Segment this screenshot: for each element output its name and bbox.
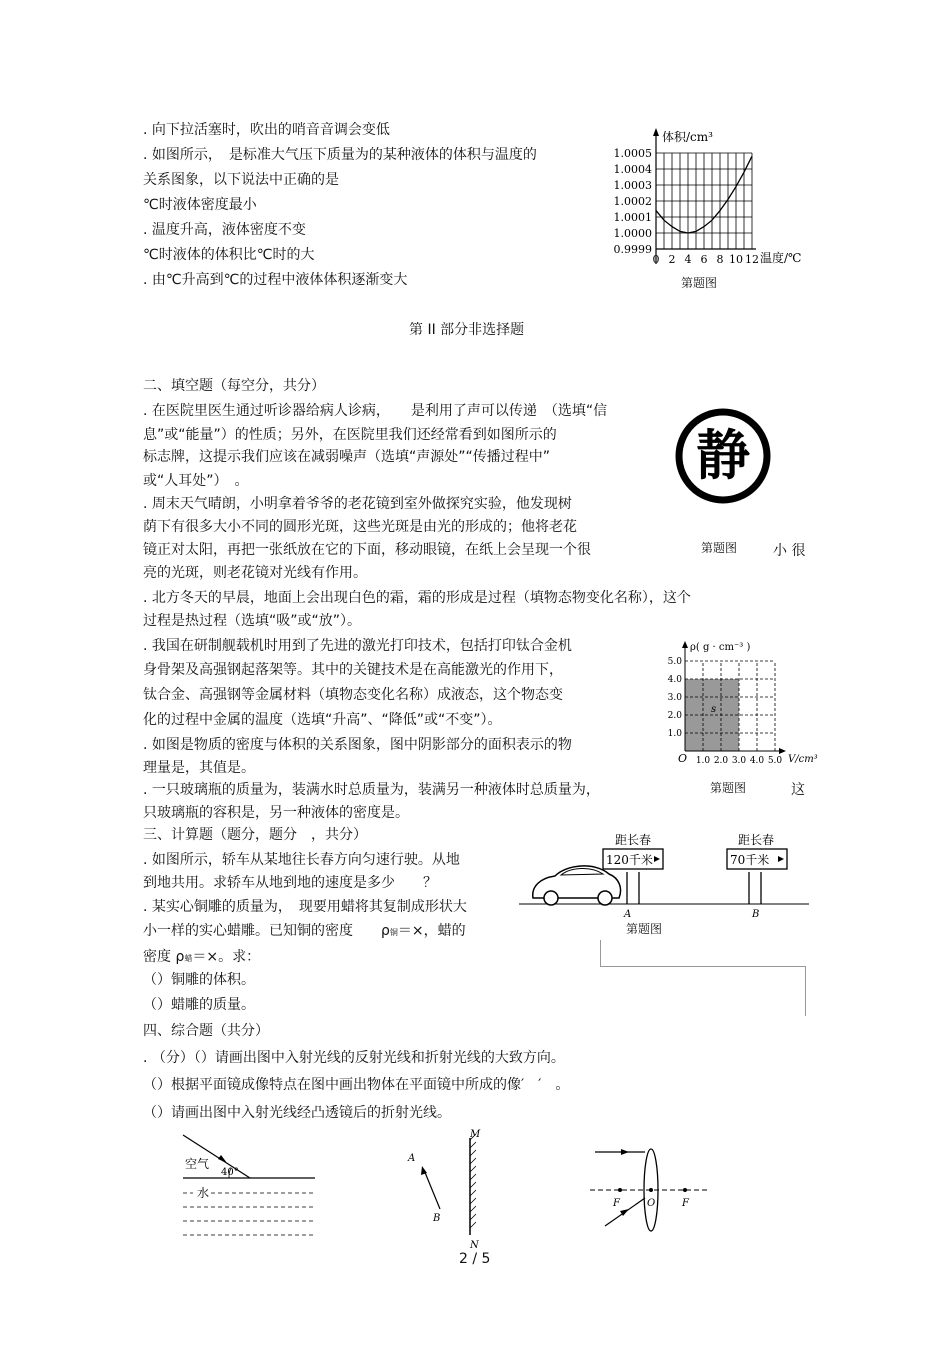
x-tick-label: 12 [745, 253, 759, 266]
density-x-tick: 3.0 [731, 756, 747, 766]
comp-heading: 四、综合题（共分） [143, 1023, 269, 1039]
fig-caption-top: 第题图 [681, 276, 718, 290]
q-top-line-6: ℃时液体的体积比℃时的大 [143, 247, 315, 263]
fill-line-8: 亮的光斑，则老花镜对光线有作用。 [143, 565, 367, 581]
fill-line-7: 镜正对太阳，再把一张纸放在它的下面，移动眼镜，在纸上会呈现一个很 [143, 542, 591, 558]
wax-subscript: 蜡 [184, 954, 193, 963]
calc-line-2: 到地共用。求轿车从地到地的速度是多少 ？ [143, 875, 437, 891]
part2-title: 第 II 部分非选择题 [409, 322, 525, 338]
y-tick-label: 1.0005 [613, 147, 652, 160]
x-tick-label: 10 [729, 253, 743, 266]
x-tick-label: 0 [652, 253, 660, 266]
comp-line-3: （）请画出图中入射光线经凸透镜后的折射光线。 [143, 1105, 451, 1121]
q-top-line-5: . 温度升高，液体密度不变 [143, 222, 306, 238]
optical-center-dot [649, 1188, 653, 1192]
air-label: 空气 [185, 1157, 210, 1171]
density-x-tick: 1.0 [695, 756, 711, 766]
car-icon [533, 866, 621, 905]
calc-line-5-a: 密度 ρ [143, 949, 185, 965]
grid [656, 153, 756, 249]
density-y-tick: 3.0 [667, 693, 682, 703]
sign-b-value: 70千米 [730, 853, 770, 867]
fill-line-12: 身骨架及高强钢起落架等。其中的关键技术是在高能激光的作用下， [143, 662, 563, 678]
mirror-m-label: M [470, 1129, 481, 1140]
fill-line-3: 标志牌，这提示我们应该在减弱噪声（选填“声源处”“传播过程中” [143, 449, 551, 465]
density-y-label: ρ( g · cm⁻³ ) [690, 642, 751, 653]
fill-line-9: . 北方冬天的早晨，地面上会出现白色的霜，霜的形成是过程（填物态物变化名称），这个 [143, 590, 691, 606]
fill-tail-2: 这 [791, 782, 805, 798]
q-top-line-3: 关系图象，以下说法中正确的是 [143, 172, 339, 188]
density-x-tick: 4.0 [749, 756, 765, 766]
calc-line-7: （）蜡雕的质量。 [143, 997, 255, 1013]
frame-line-right [805, 966, 806, 1016]
convex-lens-figure [585, 1140, 725, 1230]
calc-line-3: . 某实心铜雕的质量为， 现要用蜡将其复制成形状大 [143, 899, 467, 915]
fill-line-10: 过程是热过程（选填“吸”或“放”）。 [143, 613, 362, 629]
quiet-sign [673, 406, 773, 506]
y-tick-label: 0.9999 [613, 243, 652, 256]
point-a-label: A [624, 909, 632, 920]
sign-character: 静 [696, 423, 750, 487]
fill-line-2: 息”或“能量”）的性质；另外，在医院里我们还经常看到如图所示的 [143, 427, 557, 443]
density-origin: O [678, 752, 688, 765]
sign-a-value: 120千米 [606, 853, 653, 867]
fill-line-15: . 如图是物质的密度与体积的关系图象，图中阴影部分的面积表示的物 [143, 737, 572, 753]
density-y-tick: 1.0 [667, 729, 682, 739]
density-x-tick: 2.0 [713, 756, 729, 766]
focus-right-dot [683, 1188, 687, 1192]
y-tick-label: 1.0002 [613, 195, 652, 208]
fill-heading: 二、填空题（每空分，共分） [143, 378, 325, 394]
calc-line-5 [143, 948, 260, 968]
fig-caption-density: 第题图 [710, 781, 747, 795]
fill-line-5: . 周末天气晴朗，小明拿着爷爷的老花镜到室外做探究实验，他发现树 [143, 496, 572, 512]
point-b-mirror: B [433, 1213, 441, 1224]
density-x-tick: 5.0 [767, 756, 783, 766]
focus-left-dot [618, 1188, 622, 1192]
fill-line-16: 理量是，其值是。 [143, 760, 255, 776]
fill-line-4: 或“人耳处”） 。 [143, 473, 249, 489]
density-y-tick: 5.0 [667, 657, 682, 667]
mirror-n-label: N [470, 1240, 479, 1251]
fill-line-13: 钛合金、高强钢等金属材料（填物态变化名称）成液态，这个物态变 [143, 687, 563, 703]
mirror-hatching [470, 1134, 476, 1228]
q-top-line-4: ℃时液体密度最小 [143, 197, 257, 213]
frame-line-bottom [600, 966, 805, 967]
copper-subscript: 铜 [389, 928, 398, 937]
y-tick-label: 1.0004 [613, 163, 652, 176]
optical-center-label: O [647, 1198, 656, 1209]
q-top-line-1: . 向下拉活塞时，吹出的哨音音调会变低 [143, 122, 390, 138]
object-ab [424, 1170, 440, 1209]
fill-line-6: 荫下有很多大小不同的圆形光斑，这些光斑是由光的形成的；他将老花 [143, 519, 577, 535]
density-volume-chart [665, 638, 835, 768]
fill-tail-1: 小 很 [773, 543, 806, 559]
density-y-arrow [682, 641, 688, 648]
x-tick-label: 6 [700, 253, 708, 266]
fill-line-11: . 我国在研制舰载机时用到了先进的激光打印技术，包括打印钛合金机 [143, 638, 572, 654]
incident-ray-parallel-arrow [621, 1149, 629, 1155]
calc-line-5-b: ＝×。求： [192, 949, 261, 965]
car-sign-figure [515, 828, 815, 938]
sign-b-title: 距长春 [737, 833, 775, 847]
tick-labels [614, 147, 760, 266]
y-tick-label: 1.0000 [613, 227, 652, 240]
fill-line-17: . 一只玻璃瓶的质量为，装满水时总质量为，装满另一种液体时总质量为， [143, 782, 600, 798]
density-y-tick: 2.0 [667, 711, 682, 721]
water-label: 水 [197, 1186, 210, 1200]
calc-line-4-b: ＝×，蜡的 [397, 923, 466, 939]
focus-right-label: F [682, 1198, 689, 1209]
shade-label: s [711, 704, 717, 715]
q-top-line-2: . 如图所示， 是标准大气压下质量为的某种液体的体积与温度的 [143, 147, 537, 163]
sign-a-title: 距长春 [614, 833, 652, 847]
x-tick-label: 4 [684, 253, 692, 266]
fill-line-18: 只玻璃瓶的容积是，另一种液体的密度是。 [143, 805, 409, 821]
calc-line-4 [143, 922, 466, 942]
point-a-mirror: A [408, 1153, 416, 1164]
y-tick-label: 1.0003 [613, 179, 652, 192]
density-y-tick: 4.0 [667, 675, 682, 685]
density-x-label: V/cm³ [788, 754, 818, 765]
comp-line-2: （）根据平面镜成像特点在图中画出物体在平面镜中所成的像′ ′ 。 [143, 1077, 570, 1093]
volume-temperature-chart [610, 125, 810, 285]
y-axis-arrow [653, 128, 659, 136]
focus-left-label: F [613, 1198, 620, 1209]
calc-line-4-a: 小一样的实心蜡雕。已知铜的密度 ρ [143, 923, 390, 939]
incident-ray-arrow [218, 1155, 227, 1163]
x-tick-label: 8 [716, 253, 724, 266]
point-b-label: B [752, 909, 760, 920]
fill-line-14: 化的过程中金属的温度（选填“升高”、“降低”或“不变”）。 [143, 712, 502, 728]
calc-line-6: （）铜雕的体积。 [143, 972, 255, 988]
refraction-figure [175, 1128, 325, 1248]
q-top-line-7: . 由℃升高到℃的过程中液体体积逐渐变大 [143, 272, 408, 288]
y-tick-label: 1.0001 [613, 211, 652, 224]
fill-line-1: . 在医院里医生通过听诊器给病人诊病， 是利用了声可以传递 （选填“信 [143, 403, 608, 419]
angle-label: 40° [221, 1167, 239, 1178]
plane-mirror-figure [400, 1128, 500, 1251]
y-axis-label: 体积/cm³ [662, 130, 713, 144]
calc-heading: 三、计算题（题分，题分 ，共分） [143, 827, 367, 843]
x-tick-label: 2 [668, 253, 676, 266]
comp-line-1: . （分）（）请画出图中入射光线的反射光线和折射光线的大致方向。 [143, 1050, 565, 1066]
page-number: 2 / 5 [459, 1251, 491, 1267]
sign-b [727, 833, 787, 904]
frame-line-left [600, 940, 601, 966]
fig-caption-sign: 第题图 [701, 541, 738, 555]
calc-line-1: . 如图所示，轿车从某地往长春方向匀速行驶。从地 [143, 852, 460, 868]
x-axis-label: 温度/℃ [760, 251, 802, 265]
fig-caption-car: 第题图 [626, 922, 663, 936]
density-x-arrow [779, 748, 786, 754]
